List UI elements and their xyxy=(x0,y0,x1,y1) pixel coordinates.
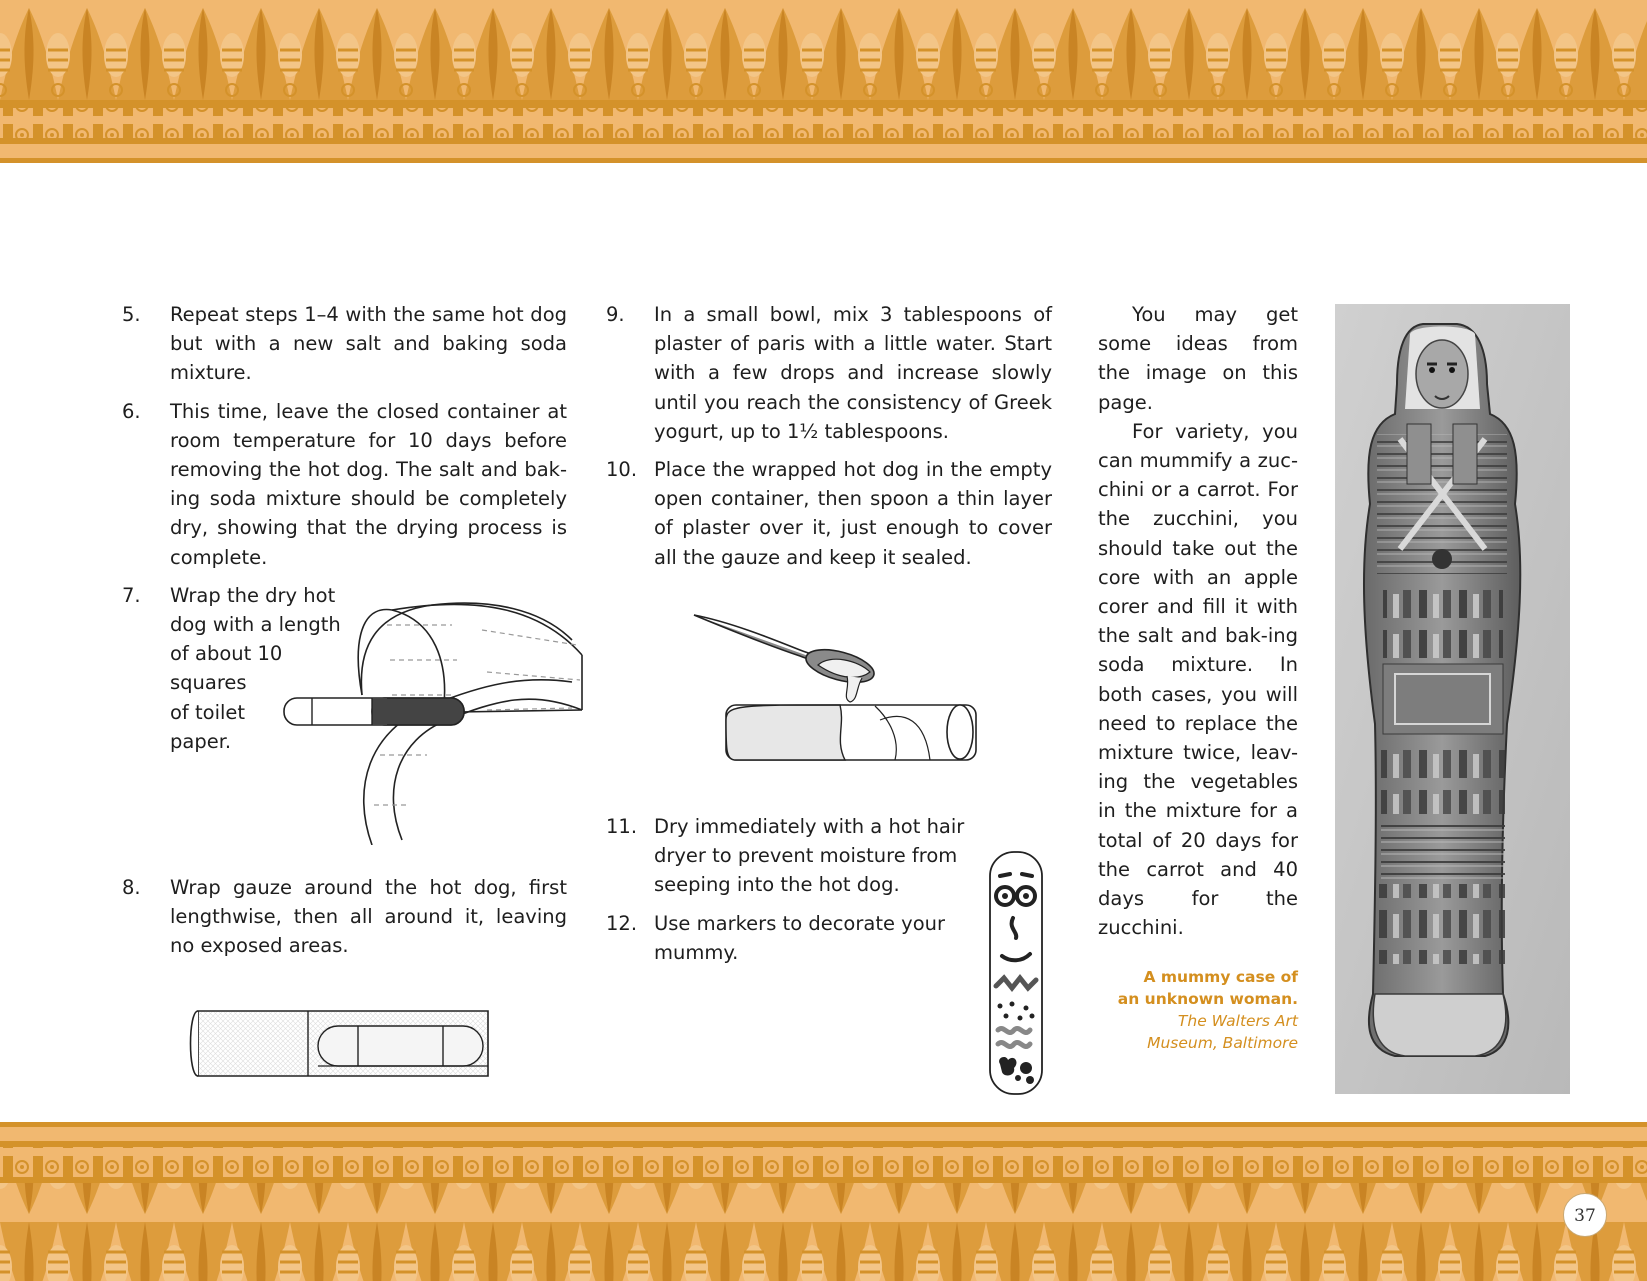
step-text-line: dog with a length xyxy=(170,613,341,637)
step-9 xyxy=(606,300,1052,446)
step-number: 5. xyxy=(122,303,141,326)
step-text: In a small bowl, mix 3 tablespoons of plaster of paris with a little water. Start with a few drops and increase slowly until you reach the consistency of Greek yogurt, up to 1½ tablespoons. xyxy=(654,303,1052,443)
step-text: Place the wrapped hot dog in the empty open container, then spoon a thin layer of plaster over it, just enough to cover all the gauze and keep it sealed. xyxy=(654,458,1052,569)
caption-credit-line: The Walters Art xyxy=(1177,1012,1298,1030)
toilet-paper-wrap-illustration xyxy=(282,600,592,845)
step-8 xyxy=(122,873,567,961)
step-text: Repeat steps 1–4 with the same hot dog but with a new salt and baking soda mixture. xyxy=(170,303,567,385)
step-5 xyxy=(122,300,567,388)
gauze-wrap-illustration xyxy=(188,1006,498,1081)
step-number: 7. xyxy=(122,583,141,607)
caption-title-line: an unknown woman. xyxy=(1117,990,1298,1008)
step-text: Wrap gauze around the hot dog, first lengthwise, then all around it, leaving no exposed areas. xyxy=(170,876,567,958)
sidebar-tips xyxy=(1098,300,1298,942)
step-text-line: paper. xyxy=(170,729,232,753)
caption-title-line: A mummy case of xyxy=(1143,968,1298,986)
photo-caption xyxy=(1082,966,1298,1054)
spoon-plaster-illustration xyxy=(690,610,980,770)
decorative-border-bottom xyxy=(0,1122,1647,1281)
sidebar-paragraph: You may get some ideas from the image on this page. xyxy=(1098,303,1298,414)
sidebar-paragraph: For variety, you can mummify a zuc-chini or a carrot. For the zucchini, you should take out the core with an apple corer and fill it with the salt and bak-ing soda mixture. In both cases, you will need to replace the mixture twice, leav-ing the vegetables in the mixture for a total of 20 days for the carrot and 40 days for the zucchini. xyxy=(1098,419,1298,940)
step-text: This time, leave the closed container at room temperature for 10 days before removing the hot dog. The salt and bak-ing soda mixture should be completely dry, showing that the drying process is complete. xyxy=(170,399,567,569)
step-text-line: of toilet xyxy=(170,700,246,724)
page-number: 37 xyxy=(1563,1193,1607,1237)
step-10 xyxy=(606,455,1052,572)
step-number: 6. xyxy=(122,399,141,423)
step-number: 9. xyxy=(606,303,625,326)
step-number: 8. xyxy=(122,876,141,900)
step-text: Use markers to decorate your mummy. xyxy=(654,911,946,964)
step-text-line: squares xyxy=(170,671,247,695)
caption-credit-line: Museum, Baltimore xyxy=(1147,1034,1298,1052)
decorative-border-top xyxy=(0,0,1647,163)
mummy-case-photo xyxy=(1335,304,1570,1094)
step-text: Dry immediately with a hot hair dryer to prevent moisture from seeping into the hot dog. xyxy=(654,815,965,897)
step-number: 11. xyxy=(606,815,638,838)
step-text-line: of about 10 xyxy=(170,642,283,666)
step-text-line: Wrap the dry hot xyxy=(170,583,336,607)
decorated-mummy-illustration xyxy=(986,848,1046,1098)
instructions-column-2 xyxy=(606,300,1052,572)
step-12 xyxy=(606,909,966,967)
step-6 xyxy=(122,397,567,572)
instructions-column-2-lower xyxy=(606,812,966,967)
step-11 xyxy=(606,812,966,900)
step-number: 12. xyxy=(606,911,638,935)
step-number: 10. xyxy=(606,458,638,482)
